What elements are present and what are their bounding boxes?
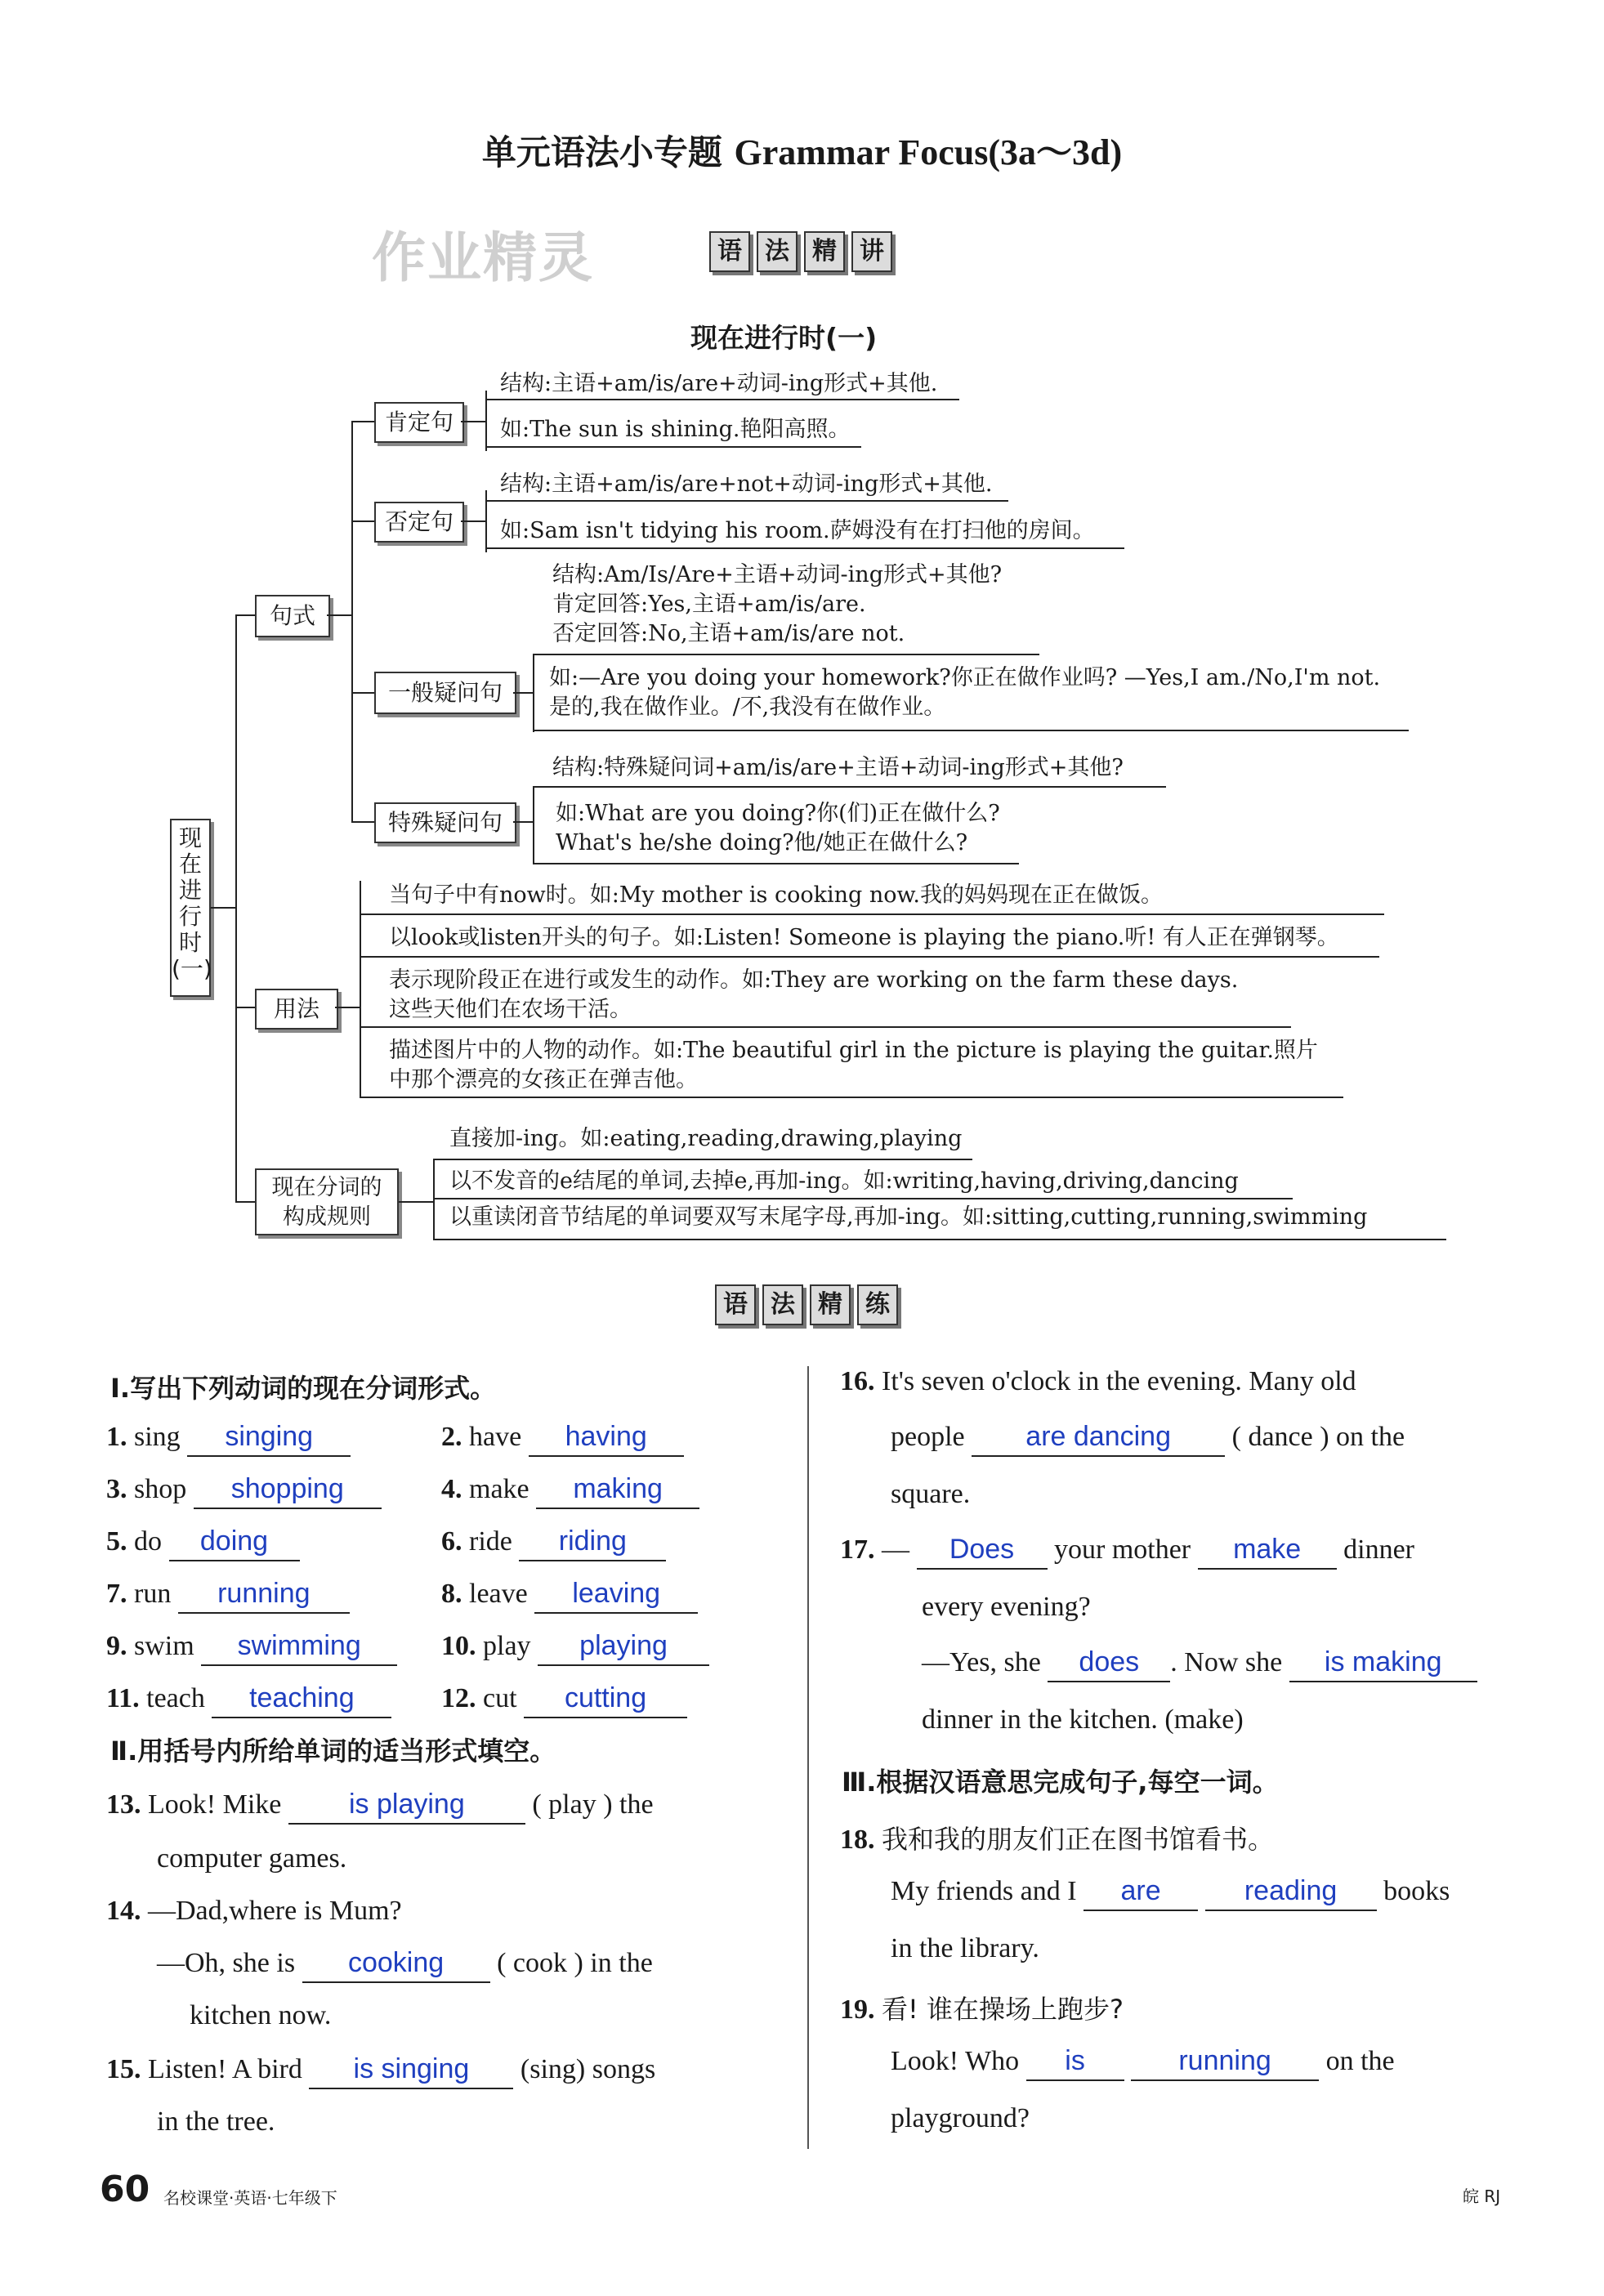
tree-root: 现 在 进 行 时 (一) (170, 819, 211, 997)
usage-item-3-line: 这些天他们在农场干活。 (389, 997, 632, 1022)
answer-blank[interactable]: is (1026, 2047, 1124, 2081)
special-q-example-2: What's he/she doing?他/她正在做什么? (556, 830, 968, 855)
answer-blank[interactable]: shopping (194, 1475, 382, 1509)
book-title: 名校课堂·英语·七年级下 (163, 2188, 337, 2208)
tree-node-special-question: 特殊疑问句 (374, 802, 516, 843)
general-q-example (549, 663, 1380, 722)
list-item: 8. leave leaving (441, 1579, 698, 1614)
list-item: 7. run running (106, 1579, 350, 1614)
badge-char: 法 (762, 1284, 803, 1325)
list-item: 6. ride riding (441, 1526, 666, 1561)
answer-blank[interactable]: doing (169, 1527, 300, 1561)
rule-item-2: 以不发音的e结尾的单词,去掉e,再加-ing。如:writing,having,driving,dancing (449, 1168, 1239, 1194)
part1-heading: Ⅰ.写出下列动词的现在分词形式。 (110, 1373, 497, 1404)
page-title (0, 123, 1604, 175)
negative-structure: 结构:主语+am/is/are+not+动词-ing形式+其他. (500, 471, 993, 497)
part3-heading: Ⅲ.根据汉语意思完成句子,每空一词。 (842, 1767, 1279, 1798)
tree-node-general-question: 一般疑问句 (374, 672, 516, 714)
title-en: Grammar Focus(3a～3d) (734, 132, 1123, 172)
question-16-line2: people are dancing ( dance ) on the (891, 1422, 1405, 1457)
tree-node-sentence: 句式 (255, 595, 330, 637)
answer-blank[interactable]: are dancing (972, 1423, 1225, 1457)
usage-item-4-line: 中那个漂亮的女孩正在弹吉他。 (389, 1067, 698, 1092)
title-cn: 单元语法小专题 (481, 132, 722, 172)
answer-blank[interactable]: cutting (524, 1684, 687, 1718)
usage-item-4-line: 描述图片中的人物的动作。如:The beautiful girl in the picture is playing the guitar.照片 (389, 1038, 1318, 1063)
tree-node-negative: 否定句 (374, 502, 464, 543)
question-19-line3: playground? (891, 2103, 1030, 2133)
part2-heading: Ⅱ.用括号内所给单词的适当形式填空。 (110, 1735, 556, 1767)
question-17-line2: every evening? (922, 1592, 1091, 1622)
answer-blank[interactable]: are (1083, 1877, 1198, 1911)
list-item: 10. play playing (441, 1631, 709, 1666)
watermark: 作业精灵 (372, 226, 594, 289)
general-q-line: 否定回答:No,主语+am/is/are not. (552, 621, 905, 646)
answer-blank[interactable]: reading (1205, 1877, 1377, 1911)
usage-item-2: 以look或listen开头的句子。如:Listen! Someone is playing the piano.听! 有人正在弹钢琴。 (389, 925, 1339, 950)
question-16: 16. It's seven o'clock in the evening. Many old (840, 1366, 1356, 1396)
question-13: 13. Look! Mike is playing ( play ) the (106, 1789, 654, 1825)
general-q-example-1: 如:—Are you doing your homework?你正在做作业吗? —Yes,I am./No,I'm not. (549, 665, 1381, 690)
answer-blank[interactable]: is playing (288, 1790, 525, 1825)
tree-node-affirmative: 肯定句 (374, 402, 464, 443)
answer-blank[interactable]: is singing (309, 2055, 513, 2089)
badge-char: 法 (757, 231, 798, 272)
special-q-example-1: 如:What are you doing?你(们)正在做什么? (556, 801, 1000, 826)
question-19: 19. 看! 谁在操场上跑步? (840, 1994, 1124, 2025)
badge-char: 练 (857, 1284, 898, 1325)
badge-char: 语 (709, 231, 750, 272)
question-18-line2: My friends and I are reading books (891, 1876, 1450, 1911)
answer-blank[interactable]: teaching (212, 1684, 391, 1718)
section-badge-explain (709, 231, 892, 272)
answer-blank[interactable]: swimming (201, 1632, 397, 1666)
page-number: 60 (100, 2169, 150, 2210)
topic-heading: 现在进行时(一) (690, 322, 878, 354)
question-19-line2: Look! Who is running on the (891, 2046, 1395, 2081)
usage-item-1: 当句子中有now时。如:My mother is cooking now.我的妈妈现在正在做饭。 (389, 882, 1163, 908)
question-17-line3: —Yes, she does . Now she is making (922, 1647, 1477, 1682)
answer-blank[interactable]: making (536, 1475, 699, 1509)
list-item: 1. sing singing (106, 1422, 351, 1457)
answer-blank[interactable]: riding (519, 1527, 666, 1561)
answer-blank[interactable]: running (178, 1579, 350, 1614)
answer-blank[interactable]: running (1131, 2047, 1319, 2081)
tree-node-rules: 现在分词的 构成规则 (255, 1168, 399, 1235)
special-q-example (556, 799, 1000, 858)
edition-label: 皖 RJ (1463, 2187, 1501, 2206)
list-item: 11. teach teaching (106, 1683, 391, 1718)
usage-item-3-line: 表示现阶段正在进行或发生的动作。如:They are working on the farm these days. (389, 967, 1239, 993)
answer-blank[interactable]: leaving (534, 1579, 698, 1614)
badge-char: 精 (810, 1284, 851, 1325)
answer-blank[interactable]: singing (187, 1423, 351, 1457)
usage-item-4 (389, 1036, 1318, 1095)
list-item: 2. have having (441, 1422, 684, 1457)
question-18-line3: in the library. (891, 1933, 1039, 1963)
section-badge-practice (715, 1284, 898, 1325)
question-15-line2: in the tree. (157, 2106, 275, 2137)
question-14: 14. —Dad,where is Mum? (106, 1896, 402, 1926)
answer-blank[interactable]: Does (917, 1535, 1048, 1570)
list-item: 3. shop shopping (106, 1474, 382, 1509)
rule-item-1: 直接加-ing。如:eating,reading,drawing,playing (449, 1126, 963, 1151)
list-item: 4. make making (441, 1474, 699, 1509)
answer-blank[interactable]: playing (538, 1632, 709, 1666)
general-q-structure (552, 561, 1002, 649)
usage-item-3 (389, 966, 1238, 1025)
question-17-line4: dinner in the kitchen. (make) (922, 1704, 1244, 1735)
question-15: 15. Listen! A bird is singing (sing) songs (106, 2054, 655, 2089)
question-14-line2: —Oh, she is cooking ( cook ) in the (157, 1948, 653, 1983)
badge-char: 语 (715, 1284, 756, 1325)
list-item: 9. swim swimming (106, 1631, 397, 1666)
badge-char: 精 (804, 231, 845, 272)
answer-blank[interactable]: does (1048, 1648, 1170, 1682)
special-q-structure: 结构:特殊疑问词+am/is/are+主语+动词-ing形式+其他? (552, 755, 1124, 780)
answer-blank[interactable]: make (1198, 1535, 1337, 1570)
general-q-example-2: 是的,我在做作业。/不,我没有在做作业。 (549, 695, 946, 720)
answer-blank[interactable]: is making (1289, 1648, 1477, 1682)
answer-blank[interactable]: having (529, 1423, 684, 1457)
list-item: 12. cut cutting (441, 1683, 687, 1718)
question-13-line2: computer games. (157, 1843, 347, 1874)
affirmative-structure: 结构:主语+am/is/are+动词-ing形式+其他. (500, 371, 938, 396)
general-q-line: 结构:Am/Is/Are+主语+动词-ing形式+其他? (552, 562, 1003, 587)
tree-node-usage: 用法 (255, 989, 338, 1030)
list-item: 5. do doing (106, 1526, 300, 1561)
answer-blank[interactable]: cooking (302, 1949, 490, 1983)
rule-item-3: 以重读闭音节结尾的单词要双写末尾字母,再加-ing。如:sitting,cutting,running,swimming (449, 1204, 1368, 1230)
badge-char: 讲 (851, 231, 892, 272)
negative-example: 如:Sam isn't tidying his room.萨姆没有在打扫他的房间。 (500, 518, 1095, 543)
general-q-line: 肯定回答:Yes,主语+am/is/are. (552, 592, 866, 617)
affirmative-example: 如:The sun is shining.艳阳高照。 (500, 417, 851, 442)
question-14-line3: kitchen now. (190, 2000, 332, 2030)
question-17: 17. — Does your mother make dinner (840, 1534, 1414, 1570)
question-16-line3: square. (891, 1479, 971, 1509)
question-18: 18. 我和我的朋友们正在图书馆看书。 (840, 1824, 1275, 1855)
